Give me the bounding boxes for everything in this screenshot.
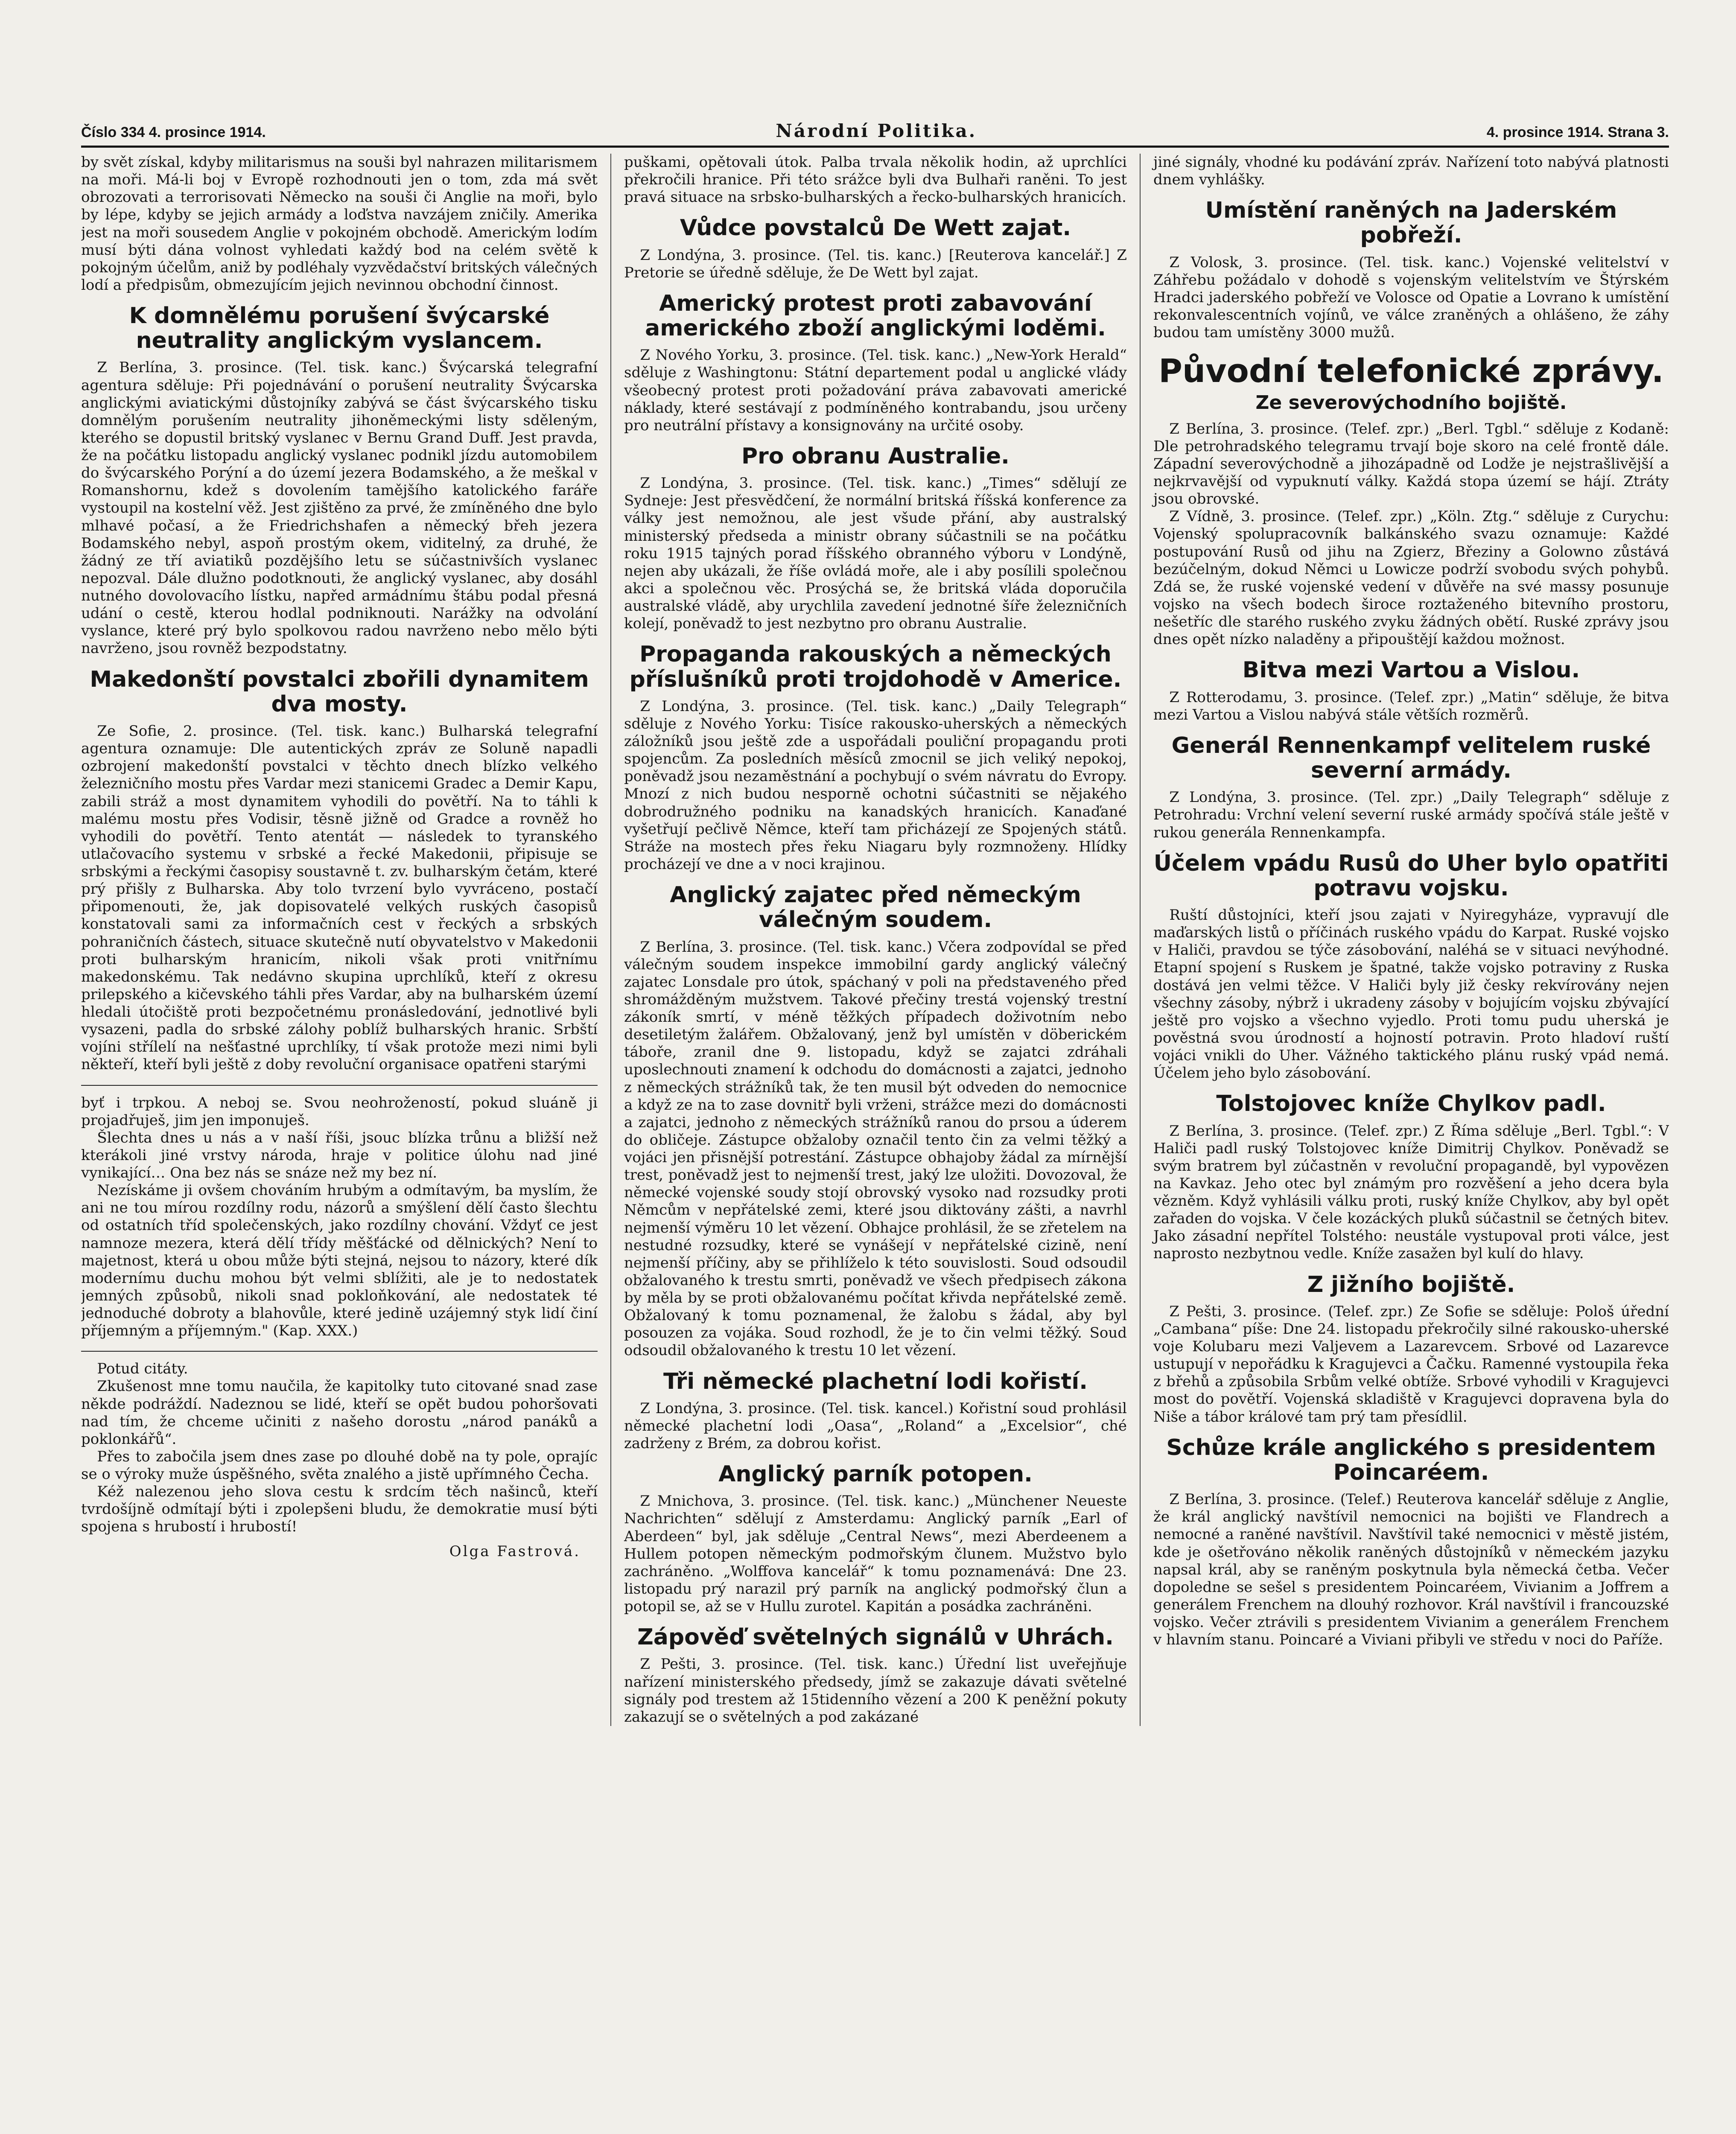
headline-light-signals: Zápověď světelných signálů v Uhrách. <box>637 1624 1114 1650</box>
headline-de-wett: Vůdce povstalců De Wett zajat. <box>680 215 1071 241</box>
headline-english-prisoner: Anglický zajatec před německým válečným soudem. <box>670 882 1081 933</box>
article-text: Z Berlína, 3. prosince. (Telef. zpr.) Z Říma sděluje „Berl. Tgbl.“: V Haliči padl ruský Tolstojovec kníže Dimitrij Chylkov. Poněvadž se svým bratrem byl zúčastněn v revoluční propagandě, byl vypovězen na Kavkaz. Jeho otec byl známým pro rozvěšení a jeho dcera byla vězněm. Když vyhlásili válku proti, ruský kníže Chylkov, aby byl opět zařaden do vojska. V čele kozáckých pluků súčastnil se četných bitev. Jako zásadní nepřítel Tolstého: neustále vystupoval proti válce, jest naprosto nezbytnou vedle. Kníže zasažen byl kulí do hlavy. <box>1153 1122 1669 1262</box>
headline-king-poincare: Schůze krále anglického s presidentem Poincaréem. <box>1166 1434 1656 1485</box>
headline-steamer-sunk: Anglický parník potopen. <box>718 1461 1033 1487</box>
article-text: Z Londýna, 3. prosince. (Tel. tis. kanc.) [Reuterova kancelář.] Z Pretorie se úředně sděluje, že De Wett byl zajat. <box>624 246 1127 281</box>
masthead-issue: Číslo 334 4. prosince 1914. <box>81 124 266 140</box>
masthead <box>81 120 1669 148</box>
article-text: Z Londýna, 3. prosince. (Tel. zpr.) „Daily Telegraph“ sděluje z Petrohradu: Vrchní velení severní ruské armády spočívá stále ještě v rukou generála Rennenkampfa. <box>1153 789 1669 841</box>
headline-australia-defence: Pro obranu Australie. <box>741 443 1010 469</box>
article-text: Z Pešti, 3. prosince. (Tel. tisk. kanc.) Úřední list uveřejňuje nařízení ministerského předsedy, jímž se zakazuje dávati světelné signály pod trestem až 15tidenního vězení a 200 K peněžní pokuty zakazují se o světelných a pod zakázané <box>624 1656 1127 1726</box>
feuilleton-text: Přes to zabočila jsem dnes zase po dlouhé době na ty pole, oprajíc se o výroky muže úspěšného, světa znalého a jistě upřímného Čecha. <box>81 1448 598 1483</box>
article-columns <box>81 154 1669 1726</box>
article-text: Z Londýna, 3. prosince. (Tel. tisk. kanc.) „Daily Telegraph“ sděluje z Nového Yorku: Tisíce rakousko-uherských a německých záložníků jsou ještě zde a uspořádali pouliční propagandu proti spojencům. Za posledních měsíců zmocnil se jich veliký nepokoj, poněvadž jsou nezaměstnání a pochybují o svém návratu do Evropy. Mnozí z nich budou nesporně ochotni súčastniti se nějakého dobrodružného podniku na kanadských hranicích. Kanaďané vyšetřují pečlivě Němce, kteří tam přicházejí ze Spojených států. Stráže na mostech přes řeku Niagaru byly rozmnoženy. Hlídky procházejí ve dne a v noci krajinou. <box>624 697 1127 873</box>
article-text: Z Berlína, 3. prosince. (Tel. tisk. kanc.) Včera zodpovídal se před válečným soudem inspekce immobilní gardy anglický válečný zajatec Lonsdale pro útok, spáchaný v poli na představeného před shromážděným mužstvem. Takové přečiny trestá vojenský trestní zákoník smrtí, v méně těžkých případech doživotním nebo desetiletým žalářem. Obžalovaný, jenž byl umístěn v döberickém táboře, zranil dne 9. listopadu, když se zajatci zdráhali uposlechnouti znamení k odchodu do domácnosti a zajatci, jednoho z německých strážníků tak, že ten musil být odveden do nemocnice a když ze na to zase dovnitř byli vrženi, strážce mezi do domácnosti a zajatci, jednoho z německých strážníků ranou do prsou a úderem do obličeje. Zástupce obžaloby označil tento čin za velmi těžký a vojáci jen přisnější potrestání. Zástupce obhajoby žádal za mírnější trest, poněvadž jest to nejmenší trest, jaký lze uložiti. Dovozoval, že německé vojenské soudy stojí obrovský vysoko nad rozsudky proti Němcům v nepřátelské zemi, které jsou diktovány zášti, a navrhl nejmenší výměru 10 let vězení. Obhajce prohlásil, že se zřetelem na nestudné rozsudky, které se vynášejí v nepřátelské cizině, není nejmenší příčiny, aby se přihlíželo k této souvislosti. Soud odsoudil obžalovaného k trestu smrti, poněvadž ve všech předpisech zákona by měla by se proti obžalovanému počítat křivda nepřátelské země. Obžalovaný k tomu poznamenal, že žalobu s žádal, aby byl posouzen za vojáka. Soud rozhodl, že je to čin velmi těžký. Soud odsoudil obžalovaného k trestu 10 let vězení. <box>624 938 1127 1359</box>
article-text: Z Rotterodamu, 3. prosince. (Telef. zpr.) „Matin“ sděluje, že bitva mezi Vartou a Vislou nabývá stále větších rozměrů. <box>1153 688 1669 723</box>
column-right <box>1140 154 1669 1726</box>
feuilleton-text: Zkušenost mne tomu naučila, že kapitolky tuto citované snad zase někde podráždí. Nadeznou se lidé, kteří se opět budou pohoršovati nad tím, že chceme učiniti z našeho dorostu „národ panáků a poklonkářů“. <box>81 1378 598 1448</box>
feuilleton-text: Nezískáme ji ovšem chováním hrubým a odmítavým, ba myslím, že ani ne tou mírou rozdílny rodu, názorů a smýšlení dělí často šlechtu od ostatních tříd společenských, jako rozdílny chování. Vždyť ce jest namnoze mezera, která dělí třídy měšťácké od dělnických? Není to majetnost, která u obou může býti stejná, nejsou to názory, které dík modernímu duchu mohou být velmi sblížiti, ale je to nedostatek jemných způsobů, nikoli snad pokloňkování, ale nedostatek té jednoduché dobroty a blahovůle, které jedině uzájemný styk lidí činí příjemným a příjemným." (Kap. XXX.) <box>81 1182 598 1340</box>
feuilleton-text: byť i trpkou. A neboj se. Svou neohrožeností, pokud sluáně ji projadřuješ, jim jen imponuješ. <box>81 1094 598 1129</box>
column-middle <box>610 154 1140 1726</box>
headline-macedonian-insurgents: Makedonští povstalci zbořili dynamitem dva mosty. <box>90 666 589 717</box>
article-text: Z Vídně, 3. prosince. (Telef. zpr.) „Köln. Ztg.“ sděluje z Curychu: Vojenský spolupracovník balkánského svazu oznamuje: Každé postupování Rusů od jihu na Zgierz, Březiny a Golowno zůstává bezúčelným, dokud Němci u Lowicze podrží svobodu svých pohybů. Zdá se, že ruské vojenské vedení v důvěře na své massy posunuje vojsko na všech bodech široce roztaženého bitevního prostoru, nešetříc dle starého ruského zvyku žádných obětí. Ruské zprávy jsou dnes opět nízko naladěny a připouštějí každou možnost. <box>1153 508 1669 648</box>
feuilleton-text: Potud citáty. <box>97 1360 188 1378</box>
newspaper-page <box>81 120 1669 1726</box>
feuilleton-text: Kéž nalezenou jeho slova cestu k srdcím těch našinců, kteří tvrdošíjně odmítají býti i zpolepšeni bludu, že demokratie musí býti spojena s hrubostí i hrubostí! <box>81 1483 598 1536</box>
article-text: Z Berlína, 3. prosince. (Telef. zpr.) „Berl. Tgbl.“ sděluje z Kodaně: Dle petrohradského telegramu trvají boje skoro na celé frontě dále. Západní severovýchodně a jihozápadně od Lodže je nejstrašlivější a nejkrvavější od vypuknutí války. Každá stopa území se hájí. Ztráty jsou obrovské. <box>1153 420 1669 508</box>
article-text: puškami, opětovali útok. Palba trvala několik hodin, až uprchlíci překročili hranice. Při této srážce byli dva Bulhaři raněni. To jest pravá situace na srbsko-bulharských a řecko-bulharských hranicích. <box>624 154 1127 206</box>
headline-sailing-ships: Tři německé plachetní lodi kořistí. <box>663 1368 1088 1394</box>
masthead-date-page: 4. prosince 1914. Strana 3. <box>1486 124 1669 140</box>
section-divider <box>81 1351 598 1352</box>
headline-warta-vistula: Bitva mezi Vartou a Vislou. <box>1242 657 1580 683</box>
headline-swiss-neutrality: K domnělému porušení švýcarské neutrality anglickým vyslancem. <box>129 303 550 354</box>
author-signature: Olga Fastrová. <box>449 1542 581 1560</box>
headline-telephone-reports: Původní telefonické zprávy. <box>1158 352 1664 390</box>
subheadline-northeast-front: Ze severovýchodního bojiště. <box>1255 392 1567 414</box>
column-left <box>81 154 610 1726</box>
headline-chylkov: Tolstojovec kníže Chylkov padl. <box>1216 1091 1606 1117</box>
article-text: Z Londýna, 3. prosince. (Tel. tisk. kanc.) „Times“ sdělují ze Sydneje: Jest přesvědčení, že normální britská říšská konference za války jest nemožnou, ale jest všude přání, aby australský ministerský předseda a ministr obrany súčastnili se na počátku roku 1915 tajných porad říšského obranného výboru v Londýně, nejen aby ukázali, že říše ovládá moře, ale i aby posílili společnou akci a společnou věc. Prosýchá se, že britská vláda doporučila australské vládě, aby urychlila zavedení jednotné šíře železničních kolejí, poněvadž to jest nezbytno pro obranu Australie. <box>624 475 1127 633</box>
headline-russian-invasion-hungary: Účelem vpádu Rusů do Uher bylo opatřiti potravu vojsku. <box>1153 850 1669 901</box>
headline-wounded-adriatic: Umístění raněných na Jaderském pobřeží. <box>1205 198 1617 248</box>
article-text: Z Pešti, 3. prosince. (Telef. zpr.) Ze Sofie se sděluje: Pološ úřední „Cambana“ píše: Dne 24. listopadu překročily silné rakousko-uherské voje Kolubaru mezi Valjevem a Lazarevcem. Srbové od Lazarevce ustupují v nepořádku k Kragujevci a Čačku. Ramenné vystoupila řeka z břehů a způsobila Srbům velké obtíže. Srbové vyhodili v Kragujevci most do povětří. Vojenská skladiště v Kragujevci dopravena byla do Niše a tábor králové tam prý tam přesídlil. <box>1153 1303 1669 1426</box>
article-text: Z Volosk, 3. prosince. (Tel. tisk. kanc.) Vojenské velitelství v Záhřebu požádalo v dohodě s vojenským velitelstvím ve Štýrském Hradci jaderského pobřeží ve Volosce od Opatie a Lovrano k umístění rekonvalescentních vojínů, ve válce zraněných a ohlášeno, že záhy budou tam umístěny 3000 mužů. <box>1153 254 1669 341</box>
article-text: Z Berlína, 3. prosince. (Telef.) Reuterova kancelář sděluje z Anglie, že král anglický navštívil nemocnici na bojišti ve Flandrech a nemocné a raněné navštívil. Navštívil také nemocnici v městě jistém, kde je ošetřováno několik raněných důstojníků v německém jazyku napsal král, aby se raněným poskytnula byla německá četba. Večer dopoledne se sešel s presidentem Poincaréem, Vivianim a Joffrem a generálem Frenchem na dlouhý rozhovor. Král navštívil i francouzské vojsko. Večer ztrávili s presidentem Vivianim a generálem Frenchem v hlavním stanu. Poincaré a Viviani přibyli ve středu v noci do Paříže. <box>1153 1491 1669 1649</box>
newspaper-title: Národní Politika. <box>776 120 977 141</box>
headline-southern-front: Z jižního bojiště. <box>1307 1271 1515 1297</box>
headline-rennenkampf: Generál Rennenkampf velitelem ruské severní armády. <box>1171 732 1651 784</box>
headline-propaganda-america: Propaganda rakouských a německých příslušníků proti trojdohodě v Americe. <box>629 641 1122 692</box>
article-text: Ruští důstojníci, kteří jsou zajati v Nyiregyháze, vypravují dle maďarských listů o příčinách ruského vpádu do Karpat. Ruské vojsko v Haliči, pravdou se týče zásobování, naléhá se v situaci nevýhodné. Etapní spojení s Ruskem je špatné, takže vojsko potraviny z Ruska dostává jen velmi těžce. V Haliči byly již česky rekvírovány nejen všechny zásoby, nýbrž i ukradeny zásoby v bojujícím vojsku zbývající ještě pro vojsko a všechno vyjedlo. Proti tomu pudu uherská je pověstná svou úrodností a hojností potravin. Proto hladoví ruští vojáci vnikli do Uher. Vážného taktického plánu ruský vpád nemá. Účelem jeho bylo zásobování. <box>1153 907 1669 1082</box>
article-text: jiné signály, vhodné ku podávání zpráv. Nařízení toto nabývá platnosti dnem vyhlášky. <box>1153 154 1669 189</box>
article-text: by svět získal, kdyby militarismus na souši byl nahrazen militarismem na moři. Má-li boj v Evropě rozhodnouti jen o tom, zda má svět obrozovati a terrorisovati Německo na souši či Anglie na moři, bylo by lépe, kdyby se jejich armády a loďstva navzájem zničily. Amerika jest na moři sousedem Anglie v pokojném obchodě. Americkým lodím musí býti dána volnost vyhledati každý bod na celém světě k pokojným účelům, aniž by podléhaly vyzvědačství britských válečných lodí a předpisům, obmezujícím jejich nevinnou obchodní činnost. <box>81 154 598 294</box>
article-text: Z Berlína, 3. prosince. (Tel. tisk. kanc.) Švýcarská telegrafní agentura sděluje: Při pojednávání o porušení neutrality Švýcarska anglickými aviatickými důstojníky zabývá se část švýcarského tisku domnělým porušením neutrality jihoněmeckými listy sděleným, kterého se dopustil britský vyslanec v Bernu Grand Duff. Jest pravda, že na počátku listopadu anglický vyslanec podnikl jízdu automobilem do švýcarského Porýní a do území jezera Bodamského, a že meškal v Romanshornu, kdež s dovolením tamějšího katolického faráře vystoupil na kostelní věž. Jest zjištěno za prvé, že zmíněného dne bylo mlhavé počasí, a že Friedrichshafen a německý břeh jezera Bodamského nebyl, aspoň prostým okem, viditelný, za druhé, že žádný ze tří aviatiků pozdějšího letu se súčastnivších vyslanec nepozval. Dále dlužno podotknouti, že anglický vyslanec, aby dosáhl nutného dovolovacího lístku, napřed armádnímu štábu podal přesná udání o cestě, kterou hodlal podniknouti. Narážky na odvolání vyslance, které prý bylo spolkovou radou navrženo nebo mělo býti navrženo, jsou rovněž bezpodstatny. <box>81 359 598 657</box>
article-text: Ze Sofie, 2. prosince. (Tel. tisk. kanc.) Bulharská telegrafní agentura oznamuje: Dle autentických zpráv ze Soluně napadli ozbrojení makedonští povstalci v těchto dnech blízko velkého železničního mostu přes Vardar mezi stanicemi Gradec a Demir Kapu, zabili stráž a most dynamitem vyhodili do povětří. Na to táhli k malému mostu přes Vodisir, těsně jižně od Gradce a rovněž ho vyhodili do povětří. Tento atentát — následek to tyranského utlačovacího systemu v srbské a řecké Makedonii, připisuje se srbskými a řeckými časopisy soustavně t. zv. bulharským četám, které prý přišly z Bulharska. Aby tolo tvrzení bylo vyvráceno, postačí připomenouti, že, jak dopisovatelé velkých ruských časopisů konstatovali sami za informačních cest v řeckých a srbských pohraničních částech, situace skutečně nutí obyvatelstvo v Makedonii proti bulharským hranicím, nikoli však proti vnitřnímu makedonskému. Tak nedávno skupina uprchlíků, kteří z okresu prilepského a kičevského táhli přes Vardar, aby na bulharském území hledali útočiště proti bezpočetnému pronásledování, jednotlivé byli vysazeni, padla do srbské zálohy poblíž bulharských hranic. Srbští vojíni střílelí na nešťastné uprchlíky, tí však protože mezi nimi byli někteří, kteří byli ještě z doby revoluční organisace opatřeni starými <box>81 723 598 1073</box>
headline-american-protest: Americký protest proti zabavování amerického zboží anglickými loděmi. <box>645 290 1106 341</box>
article-text: Z Nového Yorku, 3. prosince. (Tel. tisk. kanc.) „New-York Herald“ sděluje z Washingtonu: Státní departement podal u anglické vlády všeobecný protest proti požadování práva zabavovati americké náklady, které sestávají z podmíněného kontrabandu, jsou určeny pro neutrální přístavy a konsignovány na určité osoby. <box>624 347 1127 434</box>
article-text: Z Londýna, 3. prosince. (Tel. tisk. kancel.) Kořistní soud prohlásil německé plachetní lodi „Oasa“, „Roland“ a „Excelsior“, ché zadrženy z Brém, za dobrou kořist. <box>624 1399 1127 1452</box>
feuilleton-text: Šlechta dnes u nás a v naší říši, jsouc blízka trůnu a bližší než kterákoli jiné vrstvy národa, hraje v politice úlohu nad jiné vynikající… Ona bez nás se snáze než my bez ní. <box>81 1129 598 1182</box>
section-divider <box>81 1085 598 1086</box>
article-text: Z Mnichova, 3. prosince. (Tel. tisk. kanc.) „Münchener Neueste Nachrichten“ sdělují z Amsterdamu: Anglický parník „Earl of Aberdeen“ byl, jak sděluje „Central News“, mezi Aberdeenem a Hullem potopen německým podmořským člunem. Mužstvo bylo zachráněno. „Wolffova kancelář“ k tomu poznamenává: Dne 23. listopadu prý narazil prý parník na anglický podmořský člun a potopil se, až se v Hullu zurotel. Kapitán a posádka zachráněni. <box>624 1493 1127 1615</box>
